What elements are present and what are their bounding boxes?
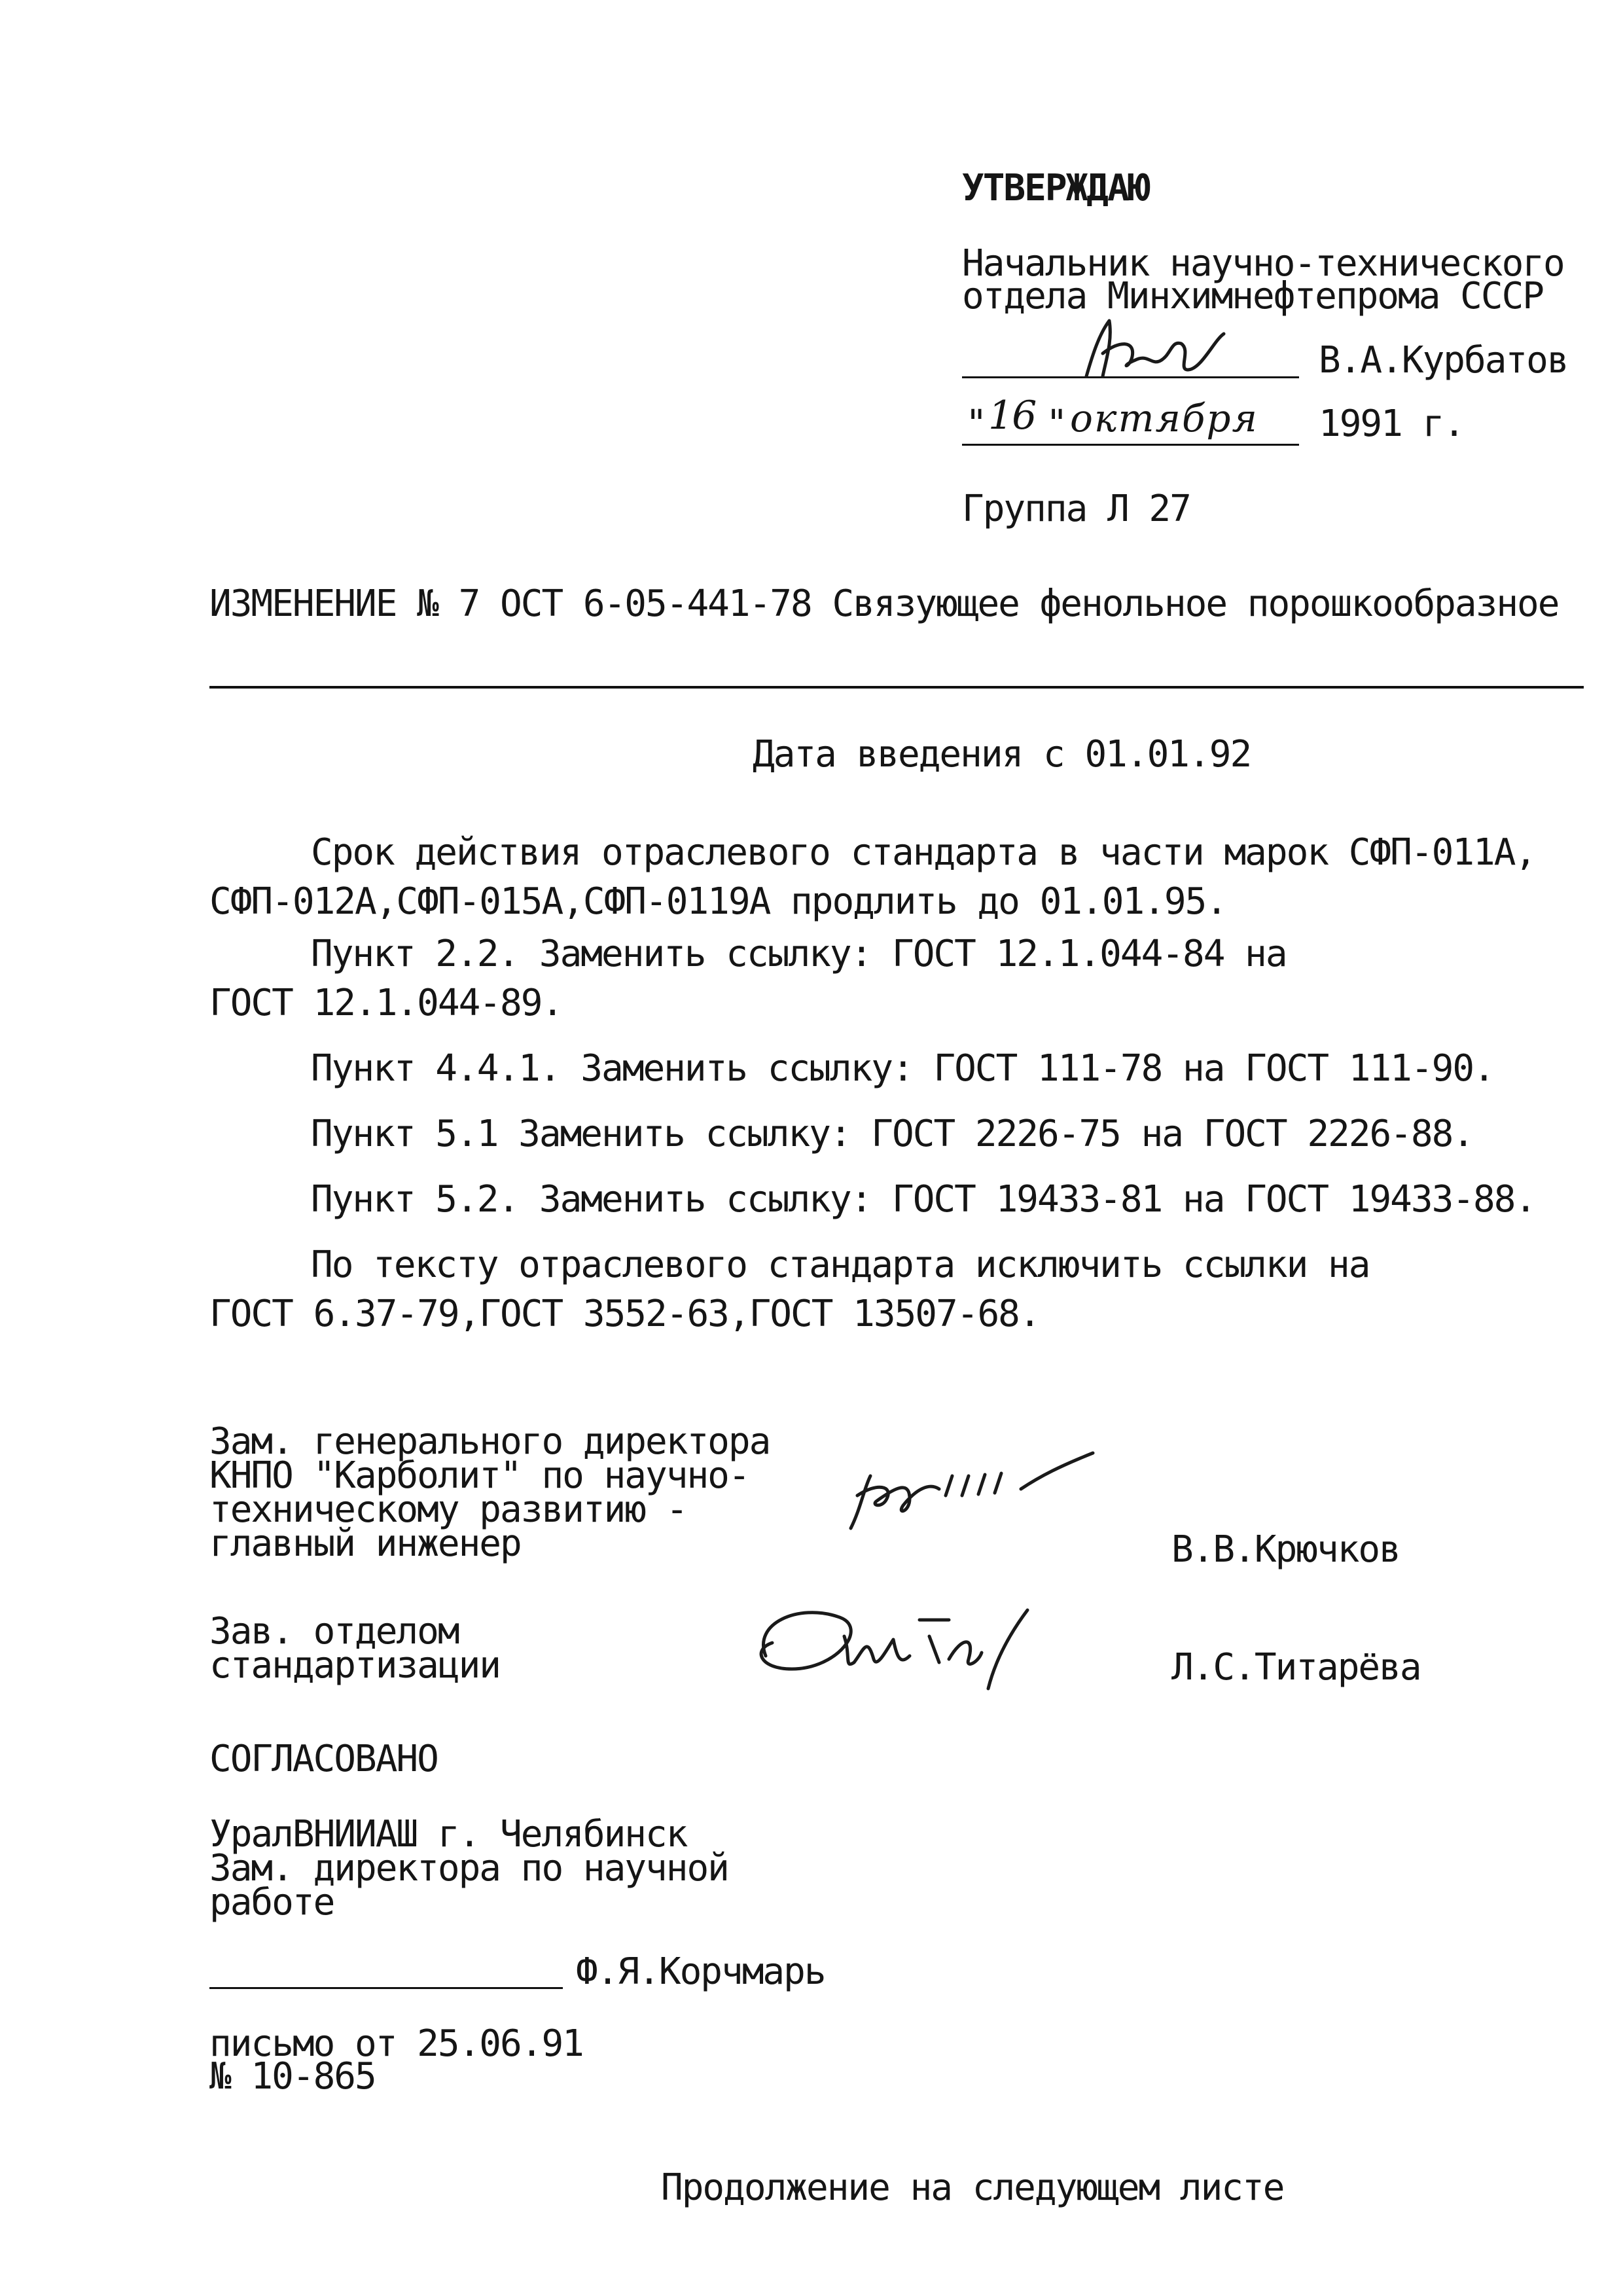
title-divider [209,686,1584,689]
deputy-name: В.В.Крючков [1171,1528,1400,1571]
deputy-position-line4: главный инженер [209,1522,521,1565]
paragraph-4: Пункт 5.1 Заменить ссылку: ГОСТ 2226-75 на ГОСТ 2226-88. [311,1113,1474,1155]
head-name: Л.С.Титарёва [1171,1646,1421,1689]
paragraph-6-line2: ГОСТ 6.37-79,ГОСТ 3552-63,ГОСТ 13507-68. [209,1293,1040,1335]
approval-position-line2: отдела Минхимнефтепрома СССР [962,275,1544,317]
approval-date-day: 16 [988,393,1036,439]
approval-date-year: 1991 г. [1319,403,1465,445]
paragraph-2-line1: Пункт 2.2. Заменить ссылку: ГОСТ 12.1.044-84 на [311,933,1287,975]
head-signature [740,1597,1041,1695]
paragraph-1-line1: Срок действия отраслевого стандарта в части марок СФП-011А, [311,831,1536,874]
agreed-signer-name: Ф.Я.Корчмарь [576,1950,825,1993]
paragraph-2-line2: ГОСТ 12.1.044-89. [209,982,563,1024]
deputy-signature [831,1450,1132,1535]
continuation-note: Продолжение на следующем листе [661,2166,1284,2209]
approval-group: Группа Л 27 [962,488,1190,530]
head-position-line1: Зав. отделом [209,1610,459,1653]
approval-date-month: октября [1070,396,1258,440]
approval-date-quote-close: " [1046,403,1067,445]
agreed-org-line2: Зам. директора по научной [209,1847,728,1890]
paragraph-5: Пункт 5.2. Заменить ссылку: ГОСТ 19433-81 на ГОСТ 19433-88. [311,1178,1536,1221]
deputy-position-line2: КНПО "Карболит" по научно- [209,1454,749,1497]
effective-date: Дата введения с 01.01.92 [753,733,1251,776]
agreed-org-line3: работе [209,1881,334,1924]
approval-position-line1: Начальник научно-технического [962,242,1564,285]
head-position-line2: стандартизации [209,1644,501,1687]
agreed-signature-line [209,1987,563,1989]
paragraph-1-line2: СФП-012А,СФП-015А,СФП-0119А продлить до 01.01.95. [209,880,1227,923]
deputy-position-line3: техническому развитию - [209,1488,687,1531]
approval-signer-name: В.А.Курбатов [1319,339,1568,382]
approval-date-line [962,444,1299,446]
approval-heading: УТВЕРЖДАЮ [962,167,1149,209]
approval-date-quote-open: " [965,403,986,445]
document-title: ИЗМЕНЕНИЕ № 7 ОСТ 6-05-441-78 Связующее фенольное порошкообразное [209,583,1559,625]
agreed-letter-line1: письмо от 25.06.91 [209,2022,583,2065]
paragraph-3: Пункт 4.4.1. Заменить ссылку: ГОСТ 111-78 на ГОСТ 111-90. [311,1047,1494,1090]
paragraph-6-line1: По тексту отраслевого стандарта исключить ссылки на [311,1244,1370,1286]
agreed-heading: СОГЛАСОВАНО [209,1738,438,1780]
agreed-org-line1: УралВНИИАШ г. Челябинск [209,1813,687,1856]
deputy-position-line1: Зам. генерального директора [209,1420,770,1463]
approval-signature [1073,314,1270,386]
agreed-letter-line2: № 10-865 [209,2055,376,2098]
